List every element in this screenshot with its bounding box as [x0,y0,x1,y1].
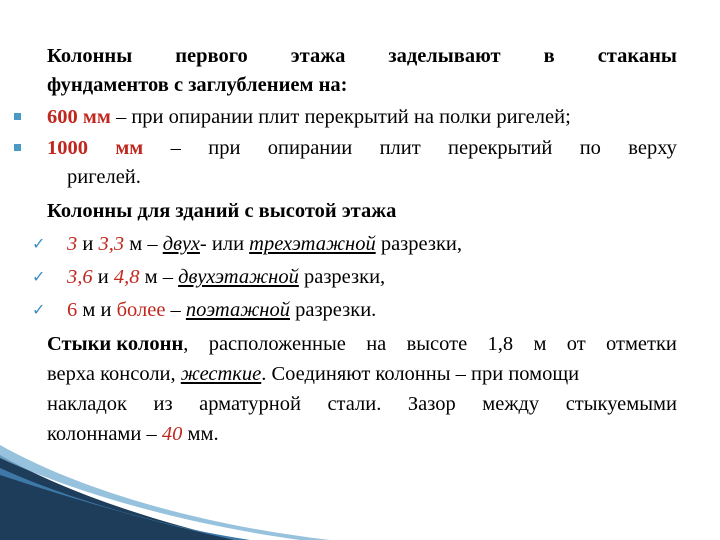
text: и [77,233,99,255]
text: верха консоли, [47,363,181,385]
word: опирании [267,137,353,159]
text: м – [139,266,179,288]
word: отметки [606,333,677,355]
word: стыкуемыми [565,393,677,415]
value: 6 [67,299,78,321]
value-1000: 1000 [47,137,88,159]
value: 4,8 [113,266,140,288]
text: и [92,266,114,288]
word: первого [175,45,248,67]
word: заделывают [388,45,501,67]
checkmark-icon: ✓ [32,267,46,286]
text: . Соединяют колонны – при помощи [261,363,580,385]
emphasis: двухэтажной [178,266,299,288]
value: 3 [67,233,78,255]
word: – [170,137,181,159]
value: более [116,299,166,321]
word: от [566,333,586,355]
word: Зазор [407,393,456,415]
word: Колонны [47,45,133,67]
para1-line2: фундаментов с заглублением на: [47,74,348,96]
word: на [366,333,387,355]
text: разрезки, [375,233,463,255]
text: м – [124,233,163,255]
word: плит [379,137,421,159]
emphasis: жесткие [180,363,262,385]
word: накладок [47,393,127,415]
checkmark-icon: ✓ [32,300,46,319]
word: расположенные [208,333,346,355]
text: разрезки, [298,266,386,288]
word: 1,8 [487,333,514,355]
para2: Колонны для зданий с высотой этажа [47,200,397,222]
word: верху [628,137,677,159]
word: из [153,393,173,415]
text: мм. [182,423,219,445]
emphasis: поэтажной [185,299,290,321]
value-600: 600 мм [47,106,111,128]
word: при [208,137,241,159]
value: 3,3 [98,233,125,255]
word: высоте [406,333,468,355]
word: м [533,333,547,355]
word: арматурной [199,393,301,415]
emphasis: трехэтажной [249,233,376,255]
word: стаканы [597,45,677,67]
word: в [543,45,555,67]
word: этажа [290,45,346,67]
checkmark-icon: ✓ [32,234,46,253]
text: – [165,299,186,321]
text: м и [77,299,117,321]
emphasis: двух [162,233,200,255]
list-item-text: – при опирании плит перекрытий на полки ригелей; [110,106,571,128]
value-40: 40 [161,423,183,445]
value: 3,6 [67,266,93,288]
text: колоннами – [47,423,162,445]
word: перекрытий [448,137,553,159]
joints-heading: Стыки колонн [47,333,184,355]
word: стали. [327,393,382,415]
word: между [482,393,540,415]
text: разрезки. [289,299,377,321]
unit-mm: мм [115,137,144,159]
word: по [579,137,601,159]
list-item-continuation: ригелей. [67,166,141,188]
text: - или [199,233,250,255]
word: , [183,333,189,355]
